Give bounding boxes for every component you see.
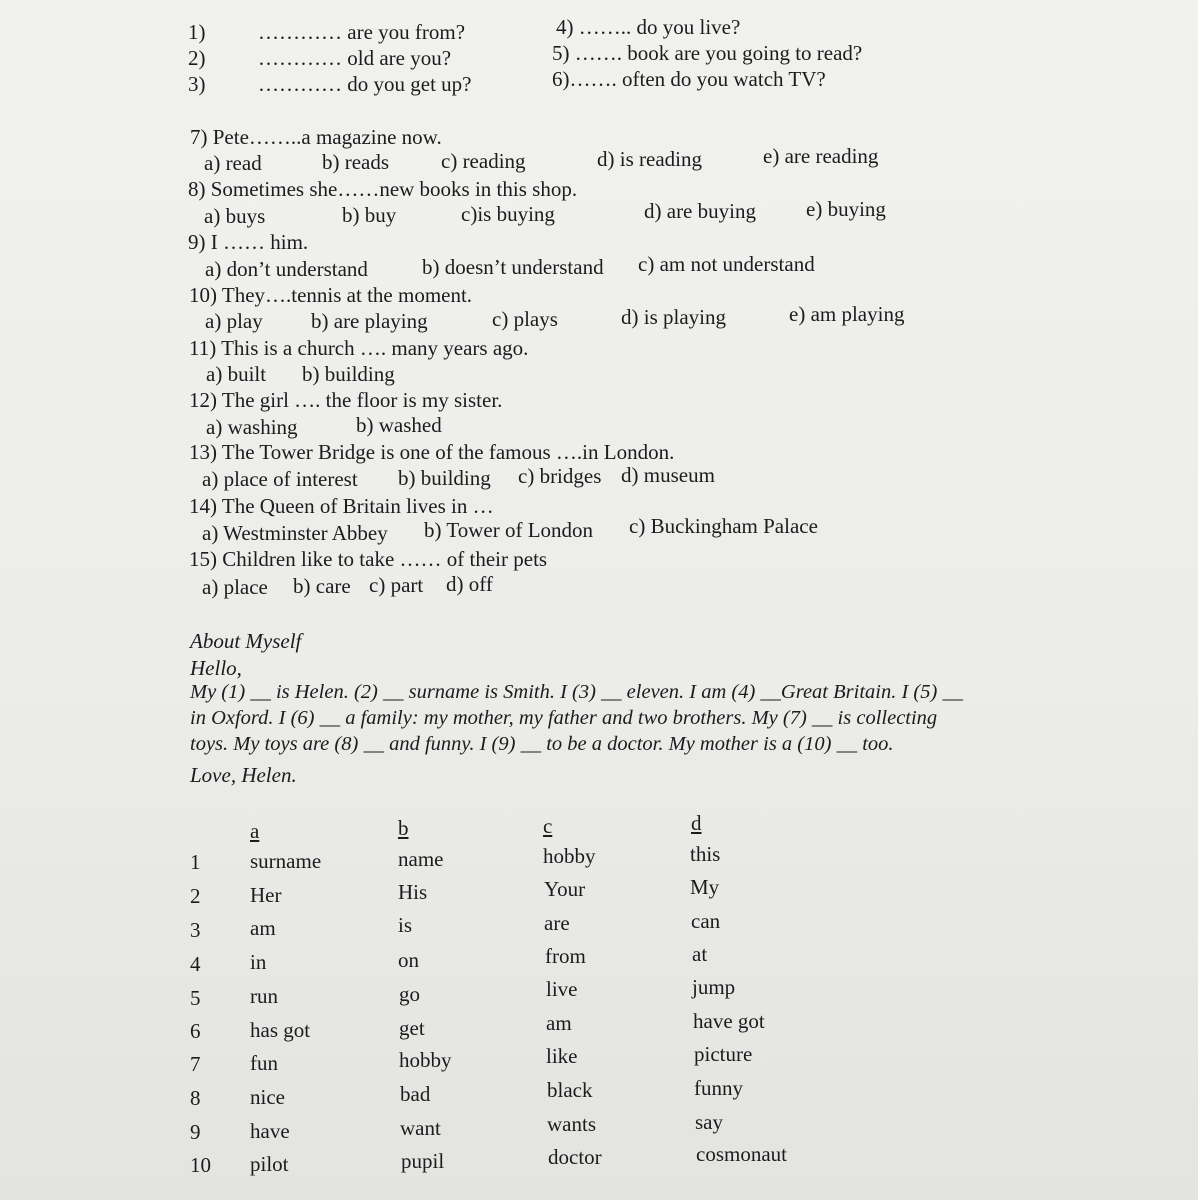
table-row-number: 3	[190, 918, 201, 942]
question-11: 11) This is a church …. many years ago.	[189, 336, 529, 360]
table-cell-b: go	[399, 982, 420, 1006]
q15-option-c: c) part	[369, 573, 424, 597]
q15-option-b: b) care	[293, 574, 351, 598]
table-cell-d: at	[692, 942, 708, 966]
q13-option-a: a) place of interest	[202, 467, 358, 491]
table-cell-c: are	[544, 911, 570, 935]
wh-question-3	[188, 71, 471, 97]
q8-option-b: b) buy	[342, 203, 397, 227]
q8-option-a: a) buys	[204, 204, 266, 228]
table-row-number: 1	[190, 850, 201, 874]
table-cell-c: live	[546, 977, 578, 1001]
q7-option-e: e) are reading	[763, 144, 879, 168]
q13-option-c: c) bridges	[518, 464, 602, 488]
table-cell-c: like	[546, 1044, 578, 1068]
q12-option-b: b) washed	[356, 413, 442, 437]
table-header-b: b	[398, 816, 409, 840]
table-cell-a: surname	[250, 849, 322, 873]
table-cell-c: doctor	[548, 1145, 602, 1169]
q14-option-b: b) Tower of London	[424, 518, 594, 542]
table-cell-c: black	[547, 1078, 593, 1102]
q15-option-d: d) off	[446, 572, 493, 596]
q9-option-b: b) doesn’t understand	[422, 255, 604, 279]
question-9: 9) I …… him.	[188, 230, 309, 254]
table-cell-c: Your	[544, 877, 586, 901]
table-cell-d: this	[690, 842, 721, 866]
question-text: old are you?	[347, 46, 452, 70]
table-cell-c: hobby	[543, 844, 596, 868]
table-cell-d: picture	[694, 1042, 753, 1066]
table-cell-b: get	[399, 1016, 425, 1040]
table-cell-b: bad	[400, 1082, 431, 1106]
q10-option-e: e) am playing	[789, 302, 905, 326]
wh-question-4: 4) …….. do you live?	[556, 15, 741, 39]
table-row-number: 9	[190, 1120, 201, 1144]
question-number: 3)	[188, 72, 206, 96]
q9-option-c: c) am not understand	[638, 252, 815, 276]
question-7: 7) Pete……..a magazine now.	[190, 125, 442, 149]
table-row-number: 10	[190, 1153, 211, 1177]
table-row-number: 4	[190, 952, 201, 976]
question-8: 8) Sometimes she……new books in this shop.	[188, 177, 578, 201]
table-cell-d: funny	[694, 1076, 743, 1100]
table-row-number: 7	[190, 1052, 201, 1076]
q13-option-b: b) building	[398, 466, 491, 490]
letter-signoff: Love, Helen.	[190, 763, 297, 787]
q14-option-c: c) Buckingham Palace	[629, 514, 818, 538]
table-cell-d: have got	[693, 1009, 765, 1033]
table-cell-a: fun	[250, 1051, 278, 1075]
question-number: 1)	[188, 20, 206, 44]
q10-option-b: b) are playing	[311, 309, 428, 333]
table-cell-b: on	[398, 948, 419, 972]
q7-option-c: c) reading	[441, 149, 526, 173]
wh-question-1	[188, 19, 465, 45]
wh-question-5: 5) ……. book are you going to read?	[552, 41, 863, 65]
table-cell-b: His	[398, 880, 428, 904]
letter-line-1: My (1) __ is Helen. (2) __ surname is Smith. I (3) __ eleven. I am (4) __Great Britain. I (5) __	[190, 681, 963, 703]
table-cell-a: am	[250, 916, 276, 940]
table-cell-a: in	[250, 950, 267, 974]
q8-option-d: d) are buying	[644, 199, 756, 223]
table-cell-d: can	[691, 909, 721, 933]
table-row-number: 8	[190, 1086, 201, 1110]
table-cell-a: nice	[250, 1085, 285, 1109]
question-13: 13) The Tower Bridge is one of the famous ….in London.	[189, 440, 675, 464]
table-cell-c: wants	[547, 1112, 596, 1136]
q11-option-b: b) building	[302, 362, 395, 386]
letter-line-2: in Oxford. I (6) __ a family: my mother, my father and two brothers. My (7) __ is collecting	[190, 707, 938, 729]
table-cell-a: run	[250, 984, 278, 1008]
table-cell-b: name	[398, 847, 444, 871]
table-cell-c: am	[546, 1011, 572, 1035]
q11-option-a: a) built	[206, 362, 267, 386]
wh-question-6: 6)……. often do you watch TV?	[552, 67, 826, 91]
q12-option-a: a) washing	[206, 415, 298, 439]
question-text: are you from?	[347, 20, 466, 44]
q7-option-d: d) is reading	[597, 147, 702, 171]
table-cell-d: jump	[692, 975, 736, 999]
table-row-number: 6	[190, 1019, 201, 1043]
q8-option-e: e) buying	[806, 197, 886, 221]
question-number: 2)	[188, 46, 206, 70]
q10-option-a: a) play	[205, 309, 263, 333]
table-cell-c: from	[545, 944, 586, 968]
table-cell-a: Her	[250, 883, 282, 907]
table-header-a: a	[250, 819, 260, 843]
table-header-c: c	[543, 814, 553, 838]
letter-greeting: Hello,	[190, 656, 242, 680]
table-row-number: 2	[190, 884, 201, 908]
question-12: 12) The girl …. the floor is my sister.	[189, 388, 503, 412]
q10-option-c: c) plays	[492, 307, 558, 331]
q13-option-d: d) museum	[621, 463, 715, 487]
table-cell-a: has got	[250, 1018, 311, 1042]
table-header-d: d	[691, 811, 702, 835]
table-cell-d: cosmonaut	[696, 1142, 787, 1166]
q7-option-b: b) reads	[322, 150, 390, 174]
table-row-number: 5	[190, 986, 201, 1010]
table-cell-b: hobby	[399, 1048, 452, 1072]
table-cell-b: want	[400, 1116, 441, 1140]
letter-title: About Myself	[190, 629, 302, 653]
q8-option-c: c)is buying	[461, 202, 555, 226]
q9-option-a: a) don’t understand	[205, 257, 368, 281]
q14-option-a: a) Westminster Abbey	[202, 521, 388, 545]
table-cell-d: My	[690, 875, 720, 899]
letter-line-3: toys. My toys are (8) __ and funny. I (9) __ to be a doctor. My mother is a (10) __ too.	[190, 733, 894, 755]
q10-option-d: d) is playing	[621, 305, 726, 329]
wh-question-2	[188, 45, 451, 71]
table-cell-a: pilot	[250, 1152, 289, 1176]
question-text: do you get up?	[347, 72, 472, 96]
table-cell-a: have	[250, 1119, 290, 1143]
q7-option-a: a) read	[204, 151, 262, 175]
question-15: 15) Children like to take …… of their pets	[189, 547, 548, 571]
question-14: 14) The Queen of Britain lives in …	[189, 494, 494, 518]
table-cell-d: say	[695, 1110, 723, 1134]
table-cell-b: is	[398, 913, 413, 937]
q15-option-a: a) place	[202, 575, 268, 599]
question-10: 10) They….tennis at the moment.	[189, 283, 473, 307]
blank-dots: …………	[258, 20, 342, 44]
blank-dots: …………	[258, 46, 342, 70]
blank-dots: …………	[258, 72, 342, 96]
table-cell-b: pupil	[401, 1149, 445, 1173]
